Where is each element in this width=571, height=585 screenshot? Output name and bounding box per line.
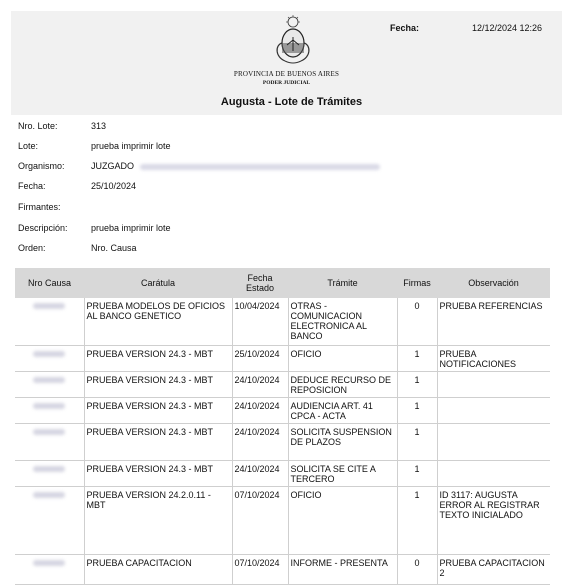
observacion-cell: PRUEBA REFERENCIAS [437, 298, 550, 345]
redacted-text [33, 303, 65, 309]
observacion-cell: PRUEBA CAPACITACION 2 [437, 554, 550, 584]
firmas-cell: 1 [397, 423, 437, 460]
column-header-nro-causa: Nro Causa [15, 268, 84, 298]
observacion-cell [437, 460, 550, 486]
observacion-cell: PRUEBA NOTIFICACIONES [437, 345, 550, 371]
firmas-cell: 0 [397, 298, 437, 345]
redacted-text [33, 351, 65, 357]
fecha-cell: 24/10/2024 [232, 423, 288, 460]
caratula-cell: PRUEBA VERSION 24.3 - MBT [84, 460, 232, 486]
table-row[interactable] [15, 423, 550, 460]
branch-name: PODER JUDICIAL [262, 80, 311, 86]
lot-name-value: prueba imprimir lote [91, 141, 171, 151]
observacion-cell [437, 371, 550, 397]
order-label: Orden: [18, 243, 46, 253]
page-title: Augusta - Lote de Trámites [220, 96, 363, 108]
fecha-cell: 24/10/2024 [232, 371, 288, 397]
report-header [11, 11, 562, 115]
redacted-text [33, 429, 65, 435]
coat-of-arms-icon [273, 15, 313, 67]
date-label: Fecha: [18, 181, 46, 191]
organism-label: Organismo: [18, 161, 65, 171]
caratula-cell: PRUEBA CAPACITACION [84, 554, 232, 584]
caratula-cell: PRUEBA VERSION 24.3 - MBT [84, 423, 232, 460]
tramite-cell: AUDIENCIA ART. 41 CPCA - ACTA [288, 397, 397, 423]
redacted-text [140, 164, 380, 170]
firmas-cell: 0 [397, 554, 437, 584]
fecha-cell: 07/10/2024 [232, 486, 288, 554]
firmas-cell: 1 [397, 397, 437, 423]
caratula-cell: PRUEBA VERSION 24.3 - MBT [84, 397, 232, 423]
fecha-cell: 24/10/2024 [232, 397, 288, 423]
column-header-caratula: Carátula [84, 268, 232, 298]
tramite-cell: OFICIO [288, 486, 397, 554]
tramite-cell: INFORME - PRESENTA [288, 554, 397, 584]
redacted-text [33, 466, 65, 472]
observacion-cell [437, 423, 550, 460]
lot-number-value: 313 [91, 121, 107, 131]
observacion-cell [437, 397, 550, 423]
firmas-cell: 1 [397, 486, 437, 554]
organism-name: JUZGADO [91, 161, 135, 171]
redacted-text [33, 492, 65, 498]
tramite-cell: SOLICITA SE CITE A TERCERO [288, 460, 397, 486]
firmas-cell: 1 [397, 345, 437, 371]
column-header-firmas: Firmas [397, 268, 437, 298]
date-value: 25/10/2024 [91, 181, 137, 191]
fecha-cell: 10/04/2024 [232, 298, 288, 345]
caratula-cell: PRUEBA VERSION 24.3 - MBT [84, 371, 232, 397]
table-row[interactable] [15, 554, 550, 584]
nro-causa-cell [15, 460, 84, 486]
tramite-cell: SOLICITA SUSPENSION DE PLAZOS [288, 423, 397, 460]
nro-causa-cell [15, 371, 84, 397]
firmas-cell: 1 [397, 460, 437, 486]
nro-causa-cell [15, 423, 84, 460]
caratula-cell: PRUEBA VERSION 24.3 - MBT [84, 345, 232, 371]
fecha-cell: 07/10/2024 [232, 554, 288, 584]
table-row[interactable] [15, 298, 550, 345]
firmas-cell: 1 [397, 371, 437, 397]
lot-name-label: Lote: [18, 141, 39, 151]
caratula-cell: PRUEBA MODELOS DE OFICIOS AL BANCO GENETICO [84, 298, 232, 345]
procedures-table [15, 268, 550, 585]
observacion-cell: ID 3117: AUGUSTA ERROR AL REGISTRAR TEXTO INICIALADO [437, 486, 550, 554]
nro-causa-cell [15, 397, 84, 423]
redacted-text [33, 377, 65, 383]
table-row[interactable] [15, 345, 550, 371]
signers-label: Firmantes: [18, 202, 61, 212]
table-row[interactable] [15, 460, 550, 486]
tramite-cell: OFICIO [288, 345, 397, 371]
table-row[interactable] [15, 486, 550, 554]
column-header-fecha-estado: Fecha Estado [232, 268, 288, 298]
lot-number-label: Nro. Lote: [18, 121, 58, 131]
column-header-tramite: Trámite [288, 268, 397, 298]
description-label: Descripción: [18, 223, 68, 233]
order-value: Nro. Causa [91, 243, 137, 253]
redacted-text [33, 403, 65, 409]
table-row[interactable] [15, 371, 550, 397]
table-header-row [15, 268, 550, 298]
nro-causa-cell [15, 345, 84, 371]
fecha-cell: 24/10/2024 [232, 460, 288, 486]
organism-value [91, 161, 380, 171]
nro-causa-cell [15, 554, 84, 584]
province-name: PROVINCIA DE BUENOS AIRES [233, 70, 340, 78]
print-date-value: 12/12/2024 12:26 [472, 23, 543, 33]
description-value: prueba imprimir lote [91, 223, 171, 233]
redacted-text [33, 560, 65, 566]
column-header-observacion: Observación [437, 268, 550, 298]
fecha-cell: 25/10/2024 [232, 345, 288, 371]
table-row[interactable] [15, 397, 550, 423]
caratula-cell: PRUEBA VERSION 24.2.0.11 - MBT [84, 486, 232, 554]
nro-causa-cell [15, 298, 84, 345]
tramite-cell: OTRAS - COMUNICACION ELECTRONICA AL BANCO [288, 298, 397, 345]
print-date-label: Fecha: [390, 23, 420, 33]
nro-causa-cell [15, 486, 84, 554]
tramite-cell: DEDUCE RECURSO DE REPOSICION [288, 371, 397, 397]
